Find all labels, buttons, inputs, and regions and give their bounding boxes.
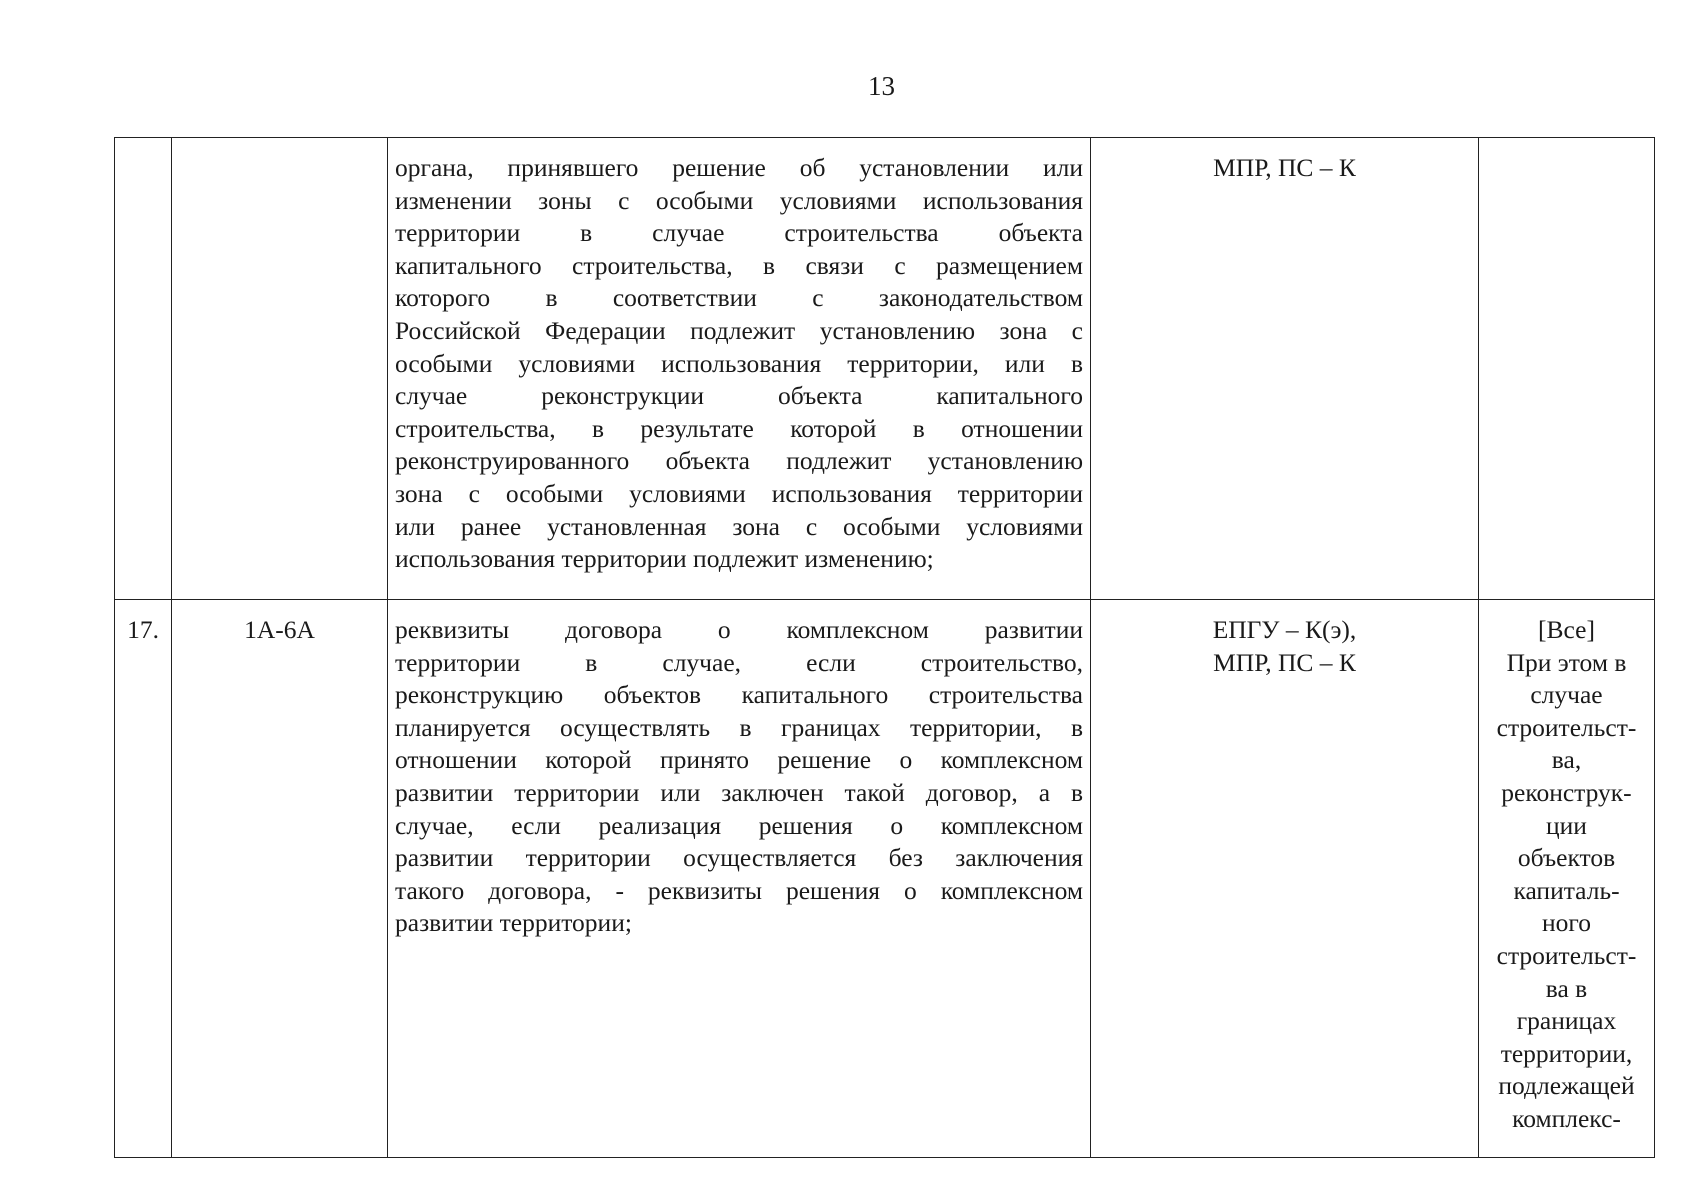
text-line: случае реконструкции объекта капитального (395, 381, 1083, 411)
text-line: границах (1516, 1006, 1617, 1036)
text-line: случае (1530, 680, 1603, 710)
table-row (115, 600, 1655, 1158)
text-line: развитии территории или заключен такой договор, а в (395, 777, 1083, 807)
row-description-cell (388, 600, 1091, 1158)
table-row (115, 138, 1655, 600)
text-line: случае, если реализация решения о комплексном (395, 810, 1083, 840)
text-line: изменении зоны с особыми условиями использования (395, 185, 1083, 215)
row-note-cell (1479, 138, 1655, 600)
text-line: ва, (1551, 745, 1582, 775)
text-line: подлежащей (1498, 1071, 1635, 1101)
text-line: развитии территории; (395, 908, 632, 938)
text-line: капиталь- (1513, 875, 1620, 905)
text-line: ва в (1545, 973, 1588, 1003)
text-line: которого в соответствии с законодательством (395, 283, 1083, 313)
text-line: объектов (1517, 843, 1616, 873)
text-line: МПР, ПС – К (1213, 647, 1356, 677)
text-line: ЕПГУ – К(э), (1212, 615, 1357, 644)
text-line: реконструк- (1501, 777, 1632, 807)
text-line: такого договора, - реквизиты решения о комплексном (395, 875, 1083, 905)
text-line: [Все] (1538, 615, 1595, 644)
row-description-cell (388, 138, 1091, 600)
text-line: органа, принявшего решение об установлении или (395, 153, 1083, 182)
text-line: капитального строительства, в связи с размещением (395, 250, 1083, 280)
text-line: территории в случае строительства объекта (395, 218, 1083, 248)
row-number-cell: 17. (115, 600, 172, 1158)
text-line: реконструированного объекта подлежит установлению (395, 446, 1083, 476)
text-line: строительст- (1496, 712, 1637, 742)
row-source-cell (1091, 138, 1479, 600)
text-line: При этом в (1506, 647, 1627, 677)
text-line: Российской Федерации подлежит установлению зона с (395, 315, 1083, 345)
text-line: строительст- (1496, 940, 1637, 970)
text-line: или ранее установленная зона с особыми условиями (395, 511, 1083, 541)
text-line: особыми условиями использования территории, или в (395, 348, 1083, 378)
text-line: комплекс- (1512, 1103, 1621, 1133)
text-line: территории в случае, если строительство, (395, 647, 1083, 677)
row-note-cell (1479, 600, 1655, 1158)
text-line: планируется осуществлять в границах территории, в (395, 712, 1083, 742)
registry-table (114, 137, 1655, 1158)
text-line: развитии территории осуществляется без заключения (395, 843, 1083, 873)
text-line: использования территории подлежит изменению; (395, 544, 934, 574)
text-line: ного (1542, 908, 1591, 938)
text-line: зона с особыми условиями использования территории (395, 478, 1083, 508)
row-number-cell (115, 138, 172, 600)
row-code-cell: 1А-6А (172, 600, 388, 1158)
text-line: реквизиты договора о комплексном развитии (395, 615, 1083, 644)
text-line: строительства, в результате которой в отношении (395, 413, 1083, 443)
text-line: МПР, ПС – К (1213, 153, 1356, 182)
row-source-cell (1091, 600, 1479, 1158)
row-code-cell (172, 138, 388, 600)
text-line: отношении которой принято решение о комплексном (395, 745, 1083, 775)
text-line: территории, (1500, 1038, 1633, 1068)
text-line: реконструкцию объектов капитального строительства (395, 680, 1083, 710)
page-number: 13 (868, 71, 895, 101)
text-line: ции (1546, 810, 1587, 840)
